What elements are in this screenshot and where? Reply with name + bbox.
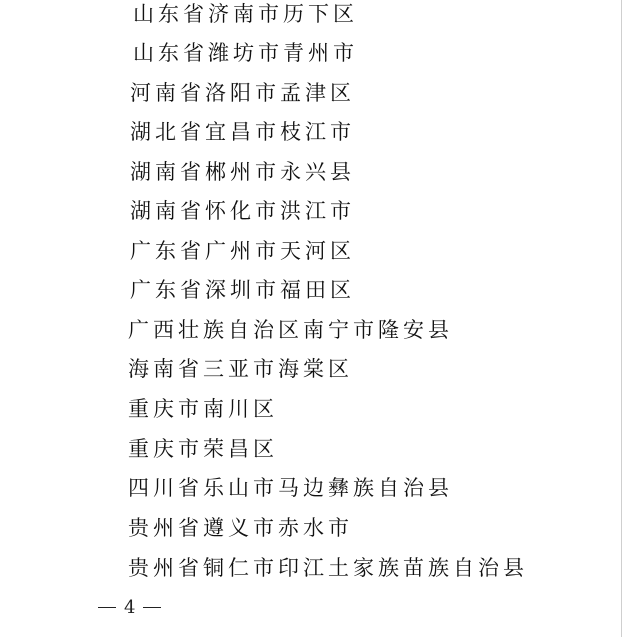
page-footer [90, 594, 169, 620]
footer-left-dash [98, 607, 116, 608]
list-item: 广东省广州市天河区 [130, 239, 355, 263]
list-item: 湖北省宜昌市枝江市 [130, 120, 355, 144]
list-item: 山东省济南市历下区 [133, 2, 358, 26]
list-item: 广东省深圳市福田区 [130, 278, 355, 302]
list-item: 海南省三亚市海棠区 [128, 357, 353, 381]
list-item: 重庆市荣昌区 [128, 437, 278, 461]
list-item: 贵州省遵义市赤水市 [128, 516, 353, 540]
list-item: 四川省乐山市马边彝族自治县 [128, 476, 453, 500]
list-item: 河南省洛阳市孟津区 [130, 81, 355, 105]
page-edge-divider [621, 0, 622, 637]
list-item: 湖南省怀化市洪江市 [130, 199, 355, 223]
list-item: 湖南省郴州市永兴县 [130, 160, 355, 184]
list-item: 贵州省铜仁市印江土家族苗族自治县 [128, 556, 528, 580]
list-item: 重庆市南川区 [128, 397, 278, 421]
page-number: 4 [124, 596, 136, 618]
footer-right-dash [143, 607, 161, 608]
list-item: 山东省潍坊市青州市 [133, 41, 358, 65]
list-item: 广西壮族自治区南宁市隆安县 [128, 318, 453, 342]
